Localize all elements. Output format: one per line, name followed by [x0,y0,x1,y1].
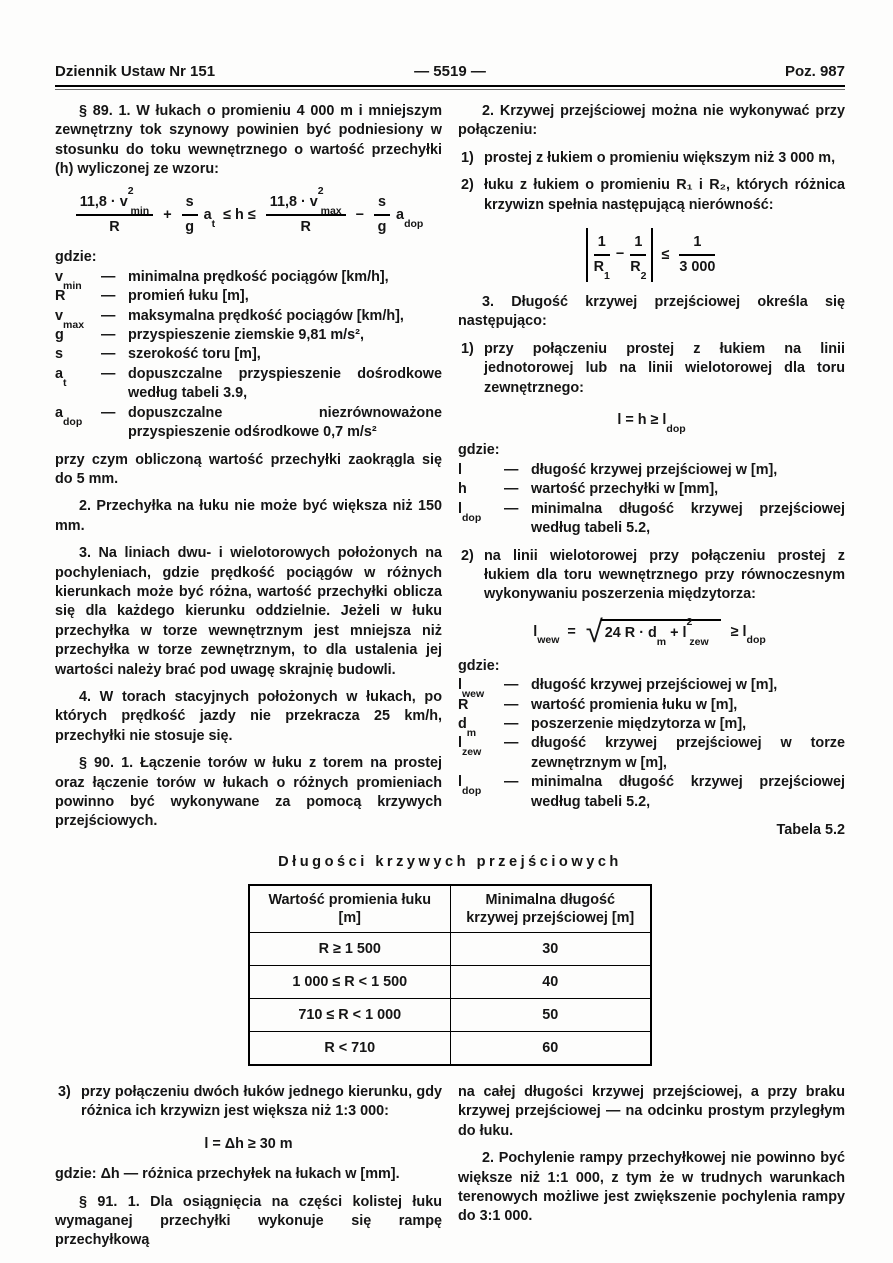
section-91-par-1: § 91. 1. Dla osiągnięcia na części kolistej łuku wymaganej przechyłki wykonuje się rampę przechyłkową [55,1193,442,1249]
sqrt-icon: √ [585,613,603,649]
where-label: gdzie: [458,442,500,459]
fraction-s-over-g: $\frac{s}{g}$ [374,193,390,238]
journal-title: Dziennik Ustaw Nr 151 [55,63,216,80]
table-row: 1 000 ≤ R < 1 500 40 [249,966,651,999]
page-header [55,62,845,81]
transition-curve-table [248,884,652,1066]
definition-item: $l_{dop}$ — minimalna długość krzywej przejściowej według tabeli 5.2, [458,774,845,810]
rounding-note: przy czym obliczoną wartość przechyłki zaokrągla się do 5 mm. [55,451,442,487]
var-lwew: $l_{wew}$ [533,623,560,647]
definition-item: $l_{dop}$ — minimalna długość krzywej przejściowej według tabeli 5.2, [458,500,845,537]
length-formula-simple: $l = h \ge l_{dop}$ [617,412,686,435]
section-89-par-2: 2. Przechyłka na łuku nie może być większa niż 150 mm. [55,498,442,534]
fraction-1-over-R2: $\frac{1}{R_2}$ [630,233,647,282]
definition-item: s — szerokość toru [m], [55,346,261,363]
table-label: Tabela 5.2 [776,821,845,838]
definition-item: $l_{wew}$ — długość krzywej przejściowej w [m], [458,677,778,700]
col-header-min-length: Minimalna długość krzywej przejściowej [m] [450,885,651,933]
section-89-par-3: 3. Na liniach dwu- i wielotorowych położonych na pochyleniach, gdzie prędkość pociągów w różnych kierunkach może być różna, wartość przechyłki oblicza się dla każdego kierunku oddzielnie. Jeżeli w łuku przechyłka w torze wewnętrznym jest mniejsza niż przechyłka w torze zewnętrznym, to dla ustalenia jej wartości należy brać pod uwagę skrajnię budowli. [55,545,442,678]
definition-item: R — wartość promienia łuku w [m], [458,696,738,713]
header-rule-thin [55,89,845,90]
col-header-radius: Wartość promienia łuku [m] [249,885,450,933]
list-item-2: 2) łuku z łukiem o promieniu R₁ i R₂, których różnica krzywizn spełnia następującą nierówność: [461,177,845,213]
list-item-3: 3) przy połączeniu dwóch łuków jednego kierunku, gdy różnica ich krzywizn jest większa niż 1:3 000: [58,1083,442,1120]
definitions-list-lwew [458,676,845,812]
definition-item: $a_{dop}$ — dopuszczalne niezrównoważone przyspieszenie odśrodkowe 0,7 m/s² [55,404,442,441]
var-at: $a_t$ [203,206,216,230]
list-item-1: 1) prostej z łukiem o promieniu większym niż 3 000 m, [461,149,836,166]
fraction-s-over-g: $\frac{s}{g}$ [182,193,198,238]
list-item-2b: 2) na linii wielotorowej przy połączeniu prostej z łukiem dla toru wewnętrznego przy równoczesnym wykonywaniu poszerzenia międzytorza: [461,547,845,603]
absolute-value-group: $\frac{1}{R_1}$ − $\frac{1}{R_2}$ [586,228,654,282]
bottom-left-column [55,1083,442,1251]
section-89-par-1: § 89. 1. W łukach o promieniu 4 000 m i mniejszym zewnętrzny tok szynowy powinien być podniesiony w stosunku do toku wewnętrznego o wartość przechyłki (h) wyliczonej ze wzoru: [55,103,442,178]
definition-item: h — wartość przechyłki w [mm], [458,481,719,498]
bottom-right-column [458,1083,845,1251]
left-column [55,102,442,840]
table-row: R < 710 60 [249,1032,651,1065]
fraction-1-over-R1: $\frac{1}{R_1}$ [593,233,610,282]
var-adop: $a_{dop}$ [396,206,424,230]
definition-item: $l_{zew}$ — długość krzywej przejściowej w torze zewnętrznym w [m], [458,735,845,771]
definition-item: R — promień łuku [m], [55,288,249,305]
definition-item: g — przyspieszenie ziemskie 9,81 m/s², [55,327,364,344]
list-item-1b: 1) przy połączeniu prostej z łukiem na linii jednotorowej lub na linii wielotorowej dla toru zewnętrznego: [461,340,845,396]
right-column [458,102,845,840]
header-rule-thick [55,85,845,87]
where-label: gdzie: [458,657,500,674]
where-delta-h: gdzie: Δh — różnica przechyłek na łukach w [mm]. [55,1166,400,1183]
fraction-vmin: $\frac{11,8 \cdot v^2_{min}}{R}$ [76,193,154,238]
section-91-par-2: 2. Pochylenie rampy przechyłkowej nie powinno być większe niż 1:1 000, z tym że w trudnych warunkach terenowych możliwe jest zwiększenie pochylenia rampy do 3:1 000. [458,1150,845,1225]
table-title: Długości krzywych przejściowych [278,853,622,870]
delta-h-formula: l = Δh ≥ 30 m [204,1135,293,1152]
page-number: — 5519 — [414,63,486,80]
table-row: R ≥ 1 500 30 [249,933,651,966]
square-root-group: √ 24 $R \cdot d_m + l^2_{zew}$ [586,618,721,646]
curvature-difference-formula: $\frac{1}{R_1}$ − $\frac{1}{R_2}$ ≤ $\frac{1}{3 000}$ [458,228,845,282]
table-header-row [249,885,651,933]
table-row: 710 ≤ R < 1 000 50 [249,999,651,1032]
var-ldop: ≥ $l_{dop}$ [730,623,766,647]
body-columns-bottom [55,1083,845,1251]
section-90-par-2: 2. Krzywej przejściowej można nie wykonywać przy połączeniu: [458,103,845,139]
superelevation-formula: $\frac{11,8 \cdot v^2_{min}}{R}$ + $\frac{s}{g}$ $a_t \le h$ ≤ $\frac{11,8 \cdot v^2_{max}}{R}$ − $\frac{s}{g}$ $a_{dop}$ [55,193,442,238]
body-columns-top [55,102,845,840]
definitions-list-89 [55,268,442,443]
fraction-1-over-3000: $\frac{1}{3 000}$ [679,233,716,276]
definitions-list-l [458,461,845,539]
definition-item: $v_{max}$ — maksymalna prędkość pociągów [km/h], [55,307,404,331]
table-section [55,853,845,1066]
section-90-par-3: 3. Długość krzywej przejściowej określa się następująco: [458,294,845,330]
fraction-vmax: $\frac{11,8 \cdot v^2_{max}}{R}$ [266,193,346,238]
inner-track-length-formula: $l_{wew}$ = √ 24 $R \cdot d_m + l^2_{zew}$ ≥ $l_{dop}$ [533,613,766,649]
where-label: gdzie: [55,249,97,266]
definition-item: $a_t$ — dopuszczalne przyspieszenie dośrodkowe według tabeli 3.9, [55,365,442,402]
definition-item: $d_m$ — poszerzenie międzytorza w [m], [458,715,747,739]
position-number: Poz. 987 [784,63,845,80]
section-90-par-1: § 90. 1. Łączenie torów w łuku z torem na prostej oraz łączenie torów w łukach o różnych promieniach powinno być wykonywane za pomocą krzywych przejściowych. [55,755,442,830]
section-89-par-4: 4. W torach stacyjnych położonych w łukach, po których prędkość jazdy nie przekracza 25 km/h, przechyłki nie stosuje się. [55,688,442,744]
definition-item: $v_{min}$ — minimalna prędkość pociągów [km/h], [55,268,389,292]
definition-item: l — długość krzywej przejściowej w [m], [458,461,778,478]
section-91-continuation: na całej długości krzywej przejściowej, a przy braku krzywej przejściowej — na odcinku prostym przyległym do łuku. [458,1083,845,1139]
